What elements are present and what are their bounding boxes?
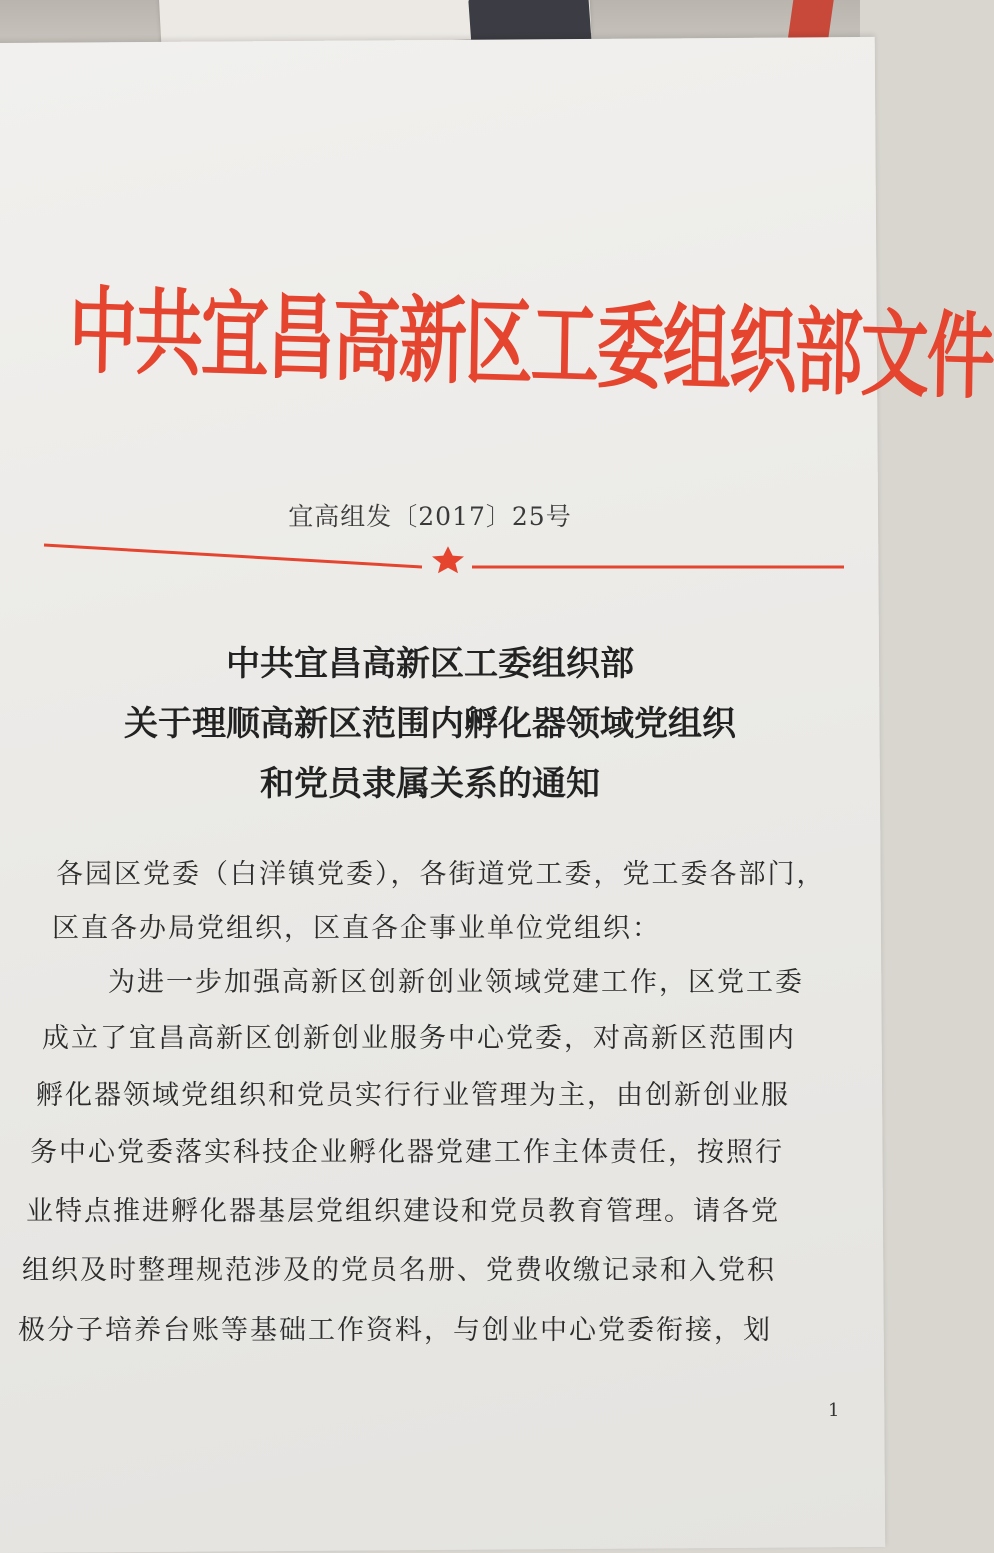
title-line-3: 和党员隶属关系的通知	[260, 764, 600, 804]
body-line-8: 组织及时整理规范涉及的党员名册、党费收缴记录和入党积	[22, 1255, 776, 1286]
red-star-icon	[432, 546, 464, 573]
body-line-9: 极分子培养台账等基础工作资料，与创业中心党委衔接，划	[18, 1315, 772, 1346]
body-line-1: 各园区党委（白洋镇党委），各街道党工委，党工委各部门，	[56, 859, 826, 890]
title-line-2: 关于理顺高新区范围内孵化器领域党组织	[124, 704, 736, 744]
red-divider	[44, 545, 844, 581]
body-line-4: 成立了宜昌高新区创新创业服务中心党委，对高新区范围内	[42, 1023, 796, 1054]
red-masthead: 中共宜昌高新区工委组织部文件	[68, 276, 994, 414]
body-line-7: 业特点推进孵化器基层党组织建设和党员教育管理。请各党	[26, 1196, 780, 1227]
divider-line-left	[44, 545, 422, 567]
title-line-1: 中共宜昌高新区工委组织部	[226, 644, 634, 684]
body-line-2: 区直各办局党组织，区直各企事业单位党组织：	[52, 913, 661, 944]
body-line-3: 为进一步加强高新区创新创业领域党建工作，区党工委	[108, 967, 804, 998]
page-number: 1	[828, 1400, 840, 1421]
document-number: 宜高组发〔2017〕25号	[288, 502, 572, 531]
body-line-6: 务中心党委落实科技企业孵化器党建工作主体责任，按照行	[30, 1137, 784, 1168]
body-line-5: 孵化器领域党组织和党员实行行业管理为主，由创新创业服	[36, 1080, 790, 1111]
